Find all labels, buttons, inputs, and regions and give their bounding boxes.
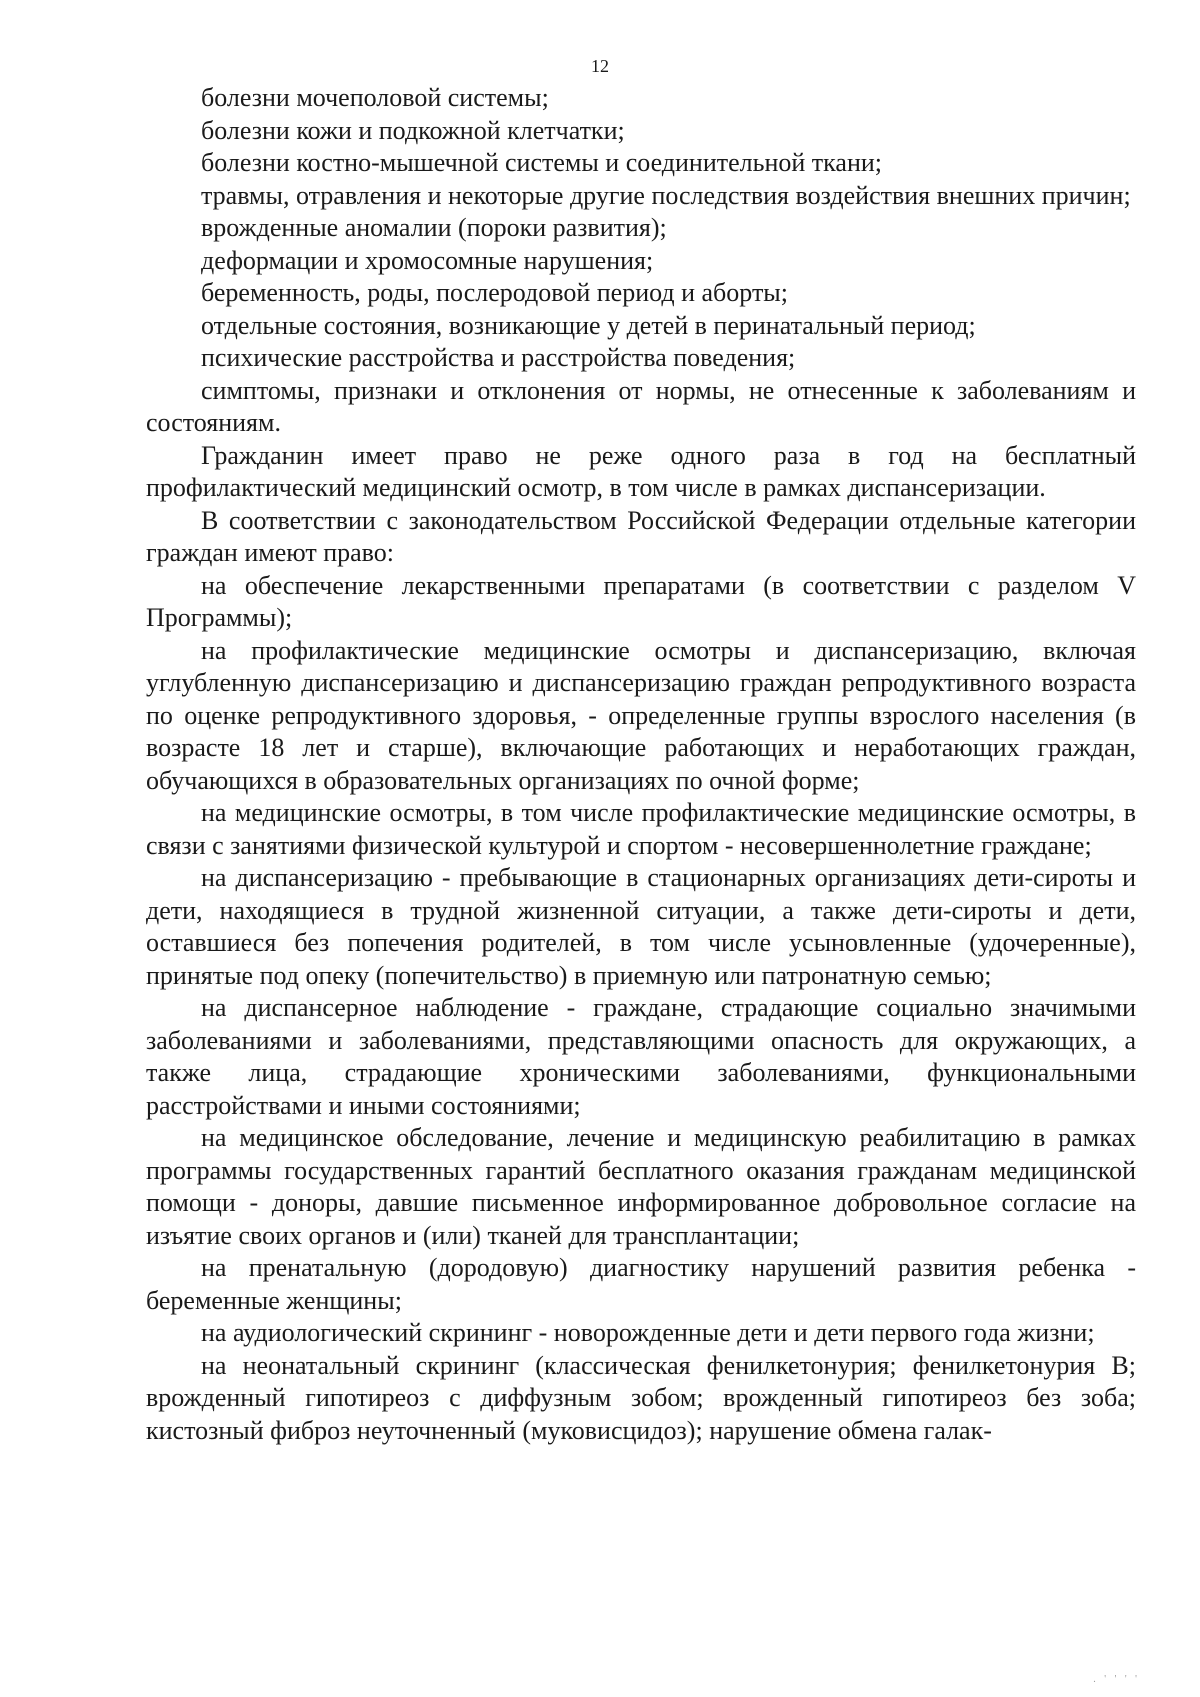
paragraph: врожденные аномалии (пороки развития); — [201, 213, 667, 242]
paragraph: болезни костно-мышечной системы и соединительной ткани; — [201, 148, 883, 177]
paragraph: на диспансерное наблюдение - граждане, страдающие социально значимыми заболеваниями и заболеваниями, представляющими опасность для окружающих, а также лица, страдающие хроническими заболеваниями, функциональными расстройствами и иными состояниями; — [146, 993, 1136, 1120]
paragraph: на пренатальную (дородовую) диагностику нарушений развития ребенка - беременные женщины; — [146, 1253, 1136, 1315]
paragraph: беременность, роды, послеродовой период и аборты; — [201, 278, 788, 307]
paragraph: на медицинские осмотры, в том числе профилактические медицинские осмотры, в связи с занятиями физической культурой и спортом - несовершеннолетние граждане; — [146, 798, 1136, 860]
paragraph: травмы, отравления и некоторые другие последствия воздействия внешних причин; — [201, 180, 1131, 210]
paragraph: симптомы, признаки и отклонения от нормы, не отнесенные к заболеваниям и состояниям. — [146, 375, 1136, 437]
paragraph: на профилактические медицинские осмотры и диспансеризацию, включая углубленную диспансеризацию и диспансеризацию граждан репродуктивного возраста по оценке репродуктивного здоровья, - определенные группы взрослого населения (в возрасте 18 лет и старше), включающие работающих и неработающих граждан, обучающихся в образовательных организациях по очной форме; — [146, 635, 1136, 795]
paragraph: болезни кожи и подкожной клетчатки; — [201, 115, 625, 145]
paragraph: на медицинское обследование, лечение и медицинскую реабилитацию в рамках программы государственных гарантий бесплатного оказания гражданам медицинской помощи - доноры, давшие письменное информированное добровольное согласие на изъятие своих органов и (или) тканей для трансплантации; — [146, 1123, 1136, 1250]
paragraph: на неонатальный скрининг (классическая фенилкетонурия; фенилкетонурия B; врожденный гипотиреоз с диффузным зобом; врожденный гипотиреоз без зоба; кистозный фиброз неуточненный (муковисцидоз); нарушение обмена галак- — [146, 1350, 1136, 1445]
scan-artifact: . ' ' ' ' — [1093, 1674, 1140, 1685]
document-body — [146, 82, 1136, 1447]
paragraph: отдельные состояния, возникающие у детей в перинатальный период; — [201, 310, 976, 340]
paragraph: на обеспечение лекарственными препаратами (в соответствии с разделом V Программы); — [146, 570, 1136, 632]
paragraph: на диспансеризацию - пребывающие в стационарных организациях дети-сироты и дети, находящиеся в трудной жизненной ситуации, а также дети-сироты и дети, оставшиеся без попечения родителей, в том числе усыновленные (удочеренные), принятые под опеку (попечительство) в приемную или патронатную семью; — [146, 863, 1136, 990]
paragraph: на аудиологический скрининг - новорожденные дети и дети первого года жизни; — [201, 1318, 1095, 1347]
paragraph: Гражданин имеет право не реже одного раза в год на бесплатный профилактический медицинский осмотр, в том числе в рамках диспансеризации. — [146, 440, 1136, 502]
page-number: 12 — [591, 56, 609, 76]
paragraph: болезни мочеполовой системы; — [201, 83, 549, 112]
paragraph: В соответствии с законодательством Российской Федерации отдельные категории граждан имеют право: — [146, 505, 1136, 567]
paragraph: деформации и хромосомные нарушения; — [201, 245, 654, 275]
paragraph: психические расстройства и расстройства поведения; — [201, 343, 796, 372]
